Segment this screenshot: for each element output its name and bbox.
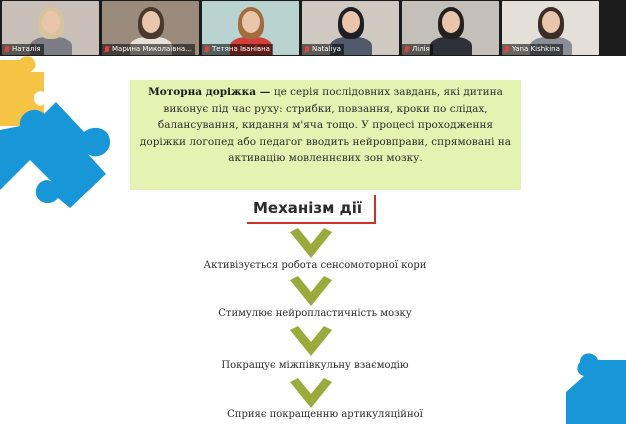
blue-puzzle-piece-left	[0, 90, 140, 240]
section-heading	[245, 195, 376, 224]
heading-accent-horizontal	[247, 222, 376, 224]
participant-face	[542, 11, 560, 33]
muted-mic-icon	[504, 46, 510, 54]
participant-name-bar	[2, 44, 44, 55]
chevron-down-icon	[288, 276, 334, 306]
chevron-down-icon	[288, 326, 334, 356]
participant-name: Nataliya	[312, 45, 341, 53]
participant-face	[42, 11, 60, 33]
participant-name-bar	[502, 44, 563, 55]
definition-box	[130, 80, 521, 190]
blue-puzzle-piece-right	[566, 352, 626, 424]
participant-name-bar	[202, 44, 273, 55]
muted-mic-icon	[4, 46, 10, 54]
definition-dash: —	[256, 86, 274, 98]
muted-mic-icon	[104, 46, 110, 54]
video-participants-strip	[0, 0, 626, 56]
participant-face	[342, 11, 360, 33]
participant-video-tile[interactable]	[202, 1, 299, 55]
step-item: Стимулює нейропластичність мозку	[218, 308, 412, 319]
definition-term: Моторна доріжка	[148, 86, 257, 98]
definition-text: це серія послідовних завдань, які дитина виконує під час руху: стрибки, повзання, кроки по слідах, балансування, кидання м'яча тощо. У процесі проходження доріжки логопед або педагог вводить нейровправи, спрямовані на активацію мовленнєвих зон мозку.	[139, 86, 512, 164]
muted-mic-icon	[404, 46, 410, 54]
participant-video-tile[interactable]	[402, 1, 499, 55]
chevron-down-icon	[288, 228, 334, 258]
participant-name-bar	[302, 44, 344, 55]
muted-mic-icon	[204, 46, 210, 54]
heading-accent-vertical	[374, 195, 376, 224]
participant-name-bar	[102, 44, 195, 55]
participant-video-tile[interactable]	[2, 1, 99, 55]
participant-face	[242, 11, 260, 33]
participant-name: Лілія	[412, 45, 430, 53]
participant-name-bar	[402, 44, 433, 55]
step-item: Активізується робота сенсомоторної кори	[203, 260, 427, 271]
muted-mic-icon	[304, 46, 310, 54]
participant-video-tile[interactable]	[102, 1, 199, 55]
participant-body	[430, 37, 472, 55]
step-item: Покращує міжпівкульну взаємодію	[221, 360, 409, 371]
step-item: Сприяє покращенню артикуляційної	[227, 409, 423, 420]
participant-video-tile[interactable]	[302, 1, 399, 55]
participant-name: Yana Kishkina	[512, 45, 560, 53]
participant-name: Наталія	[12, 45, 41, 53]
participant-name: Тетяна Іванівна	[212, 45, 270, 53]
heading-text: Механізм дії	[253, 199, 362, 217]
participant-face	[142, 11, 160, 33]
participant-video-tile[interactable]	[502, 1, 599, 55]
chevron-down-icon	[288, 378, 334, 408]
participant-name: Марина Миколаївна...	[112, 45, 192, 53]
participant-face	[442, 11, 460, 33]
